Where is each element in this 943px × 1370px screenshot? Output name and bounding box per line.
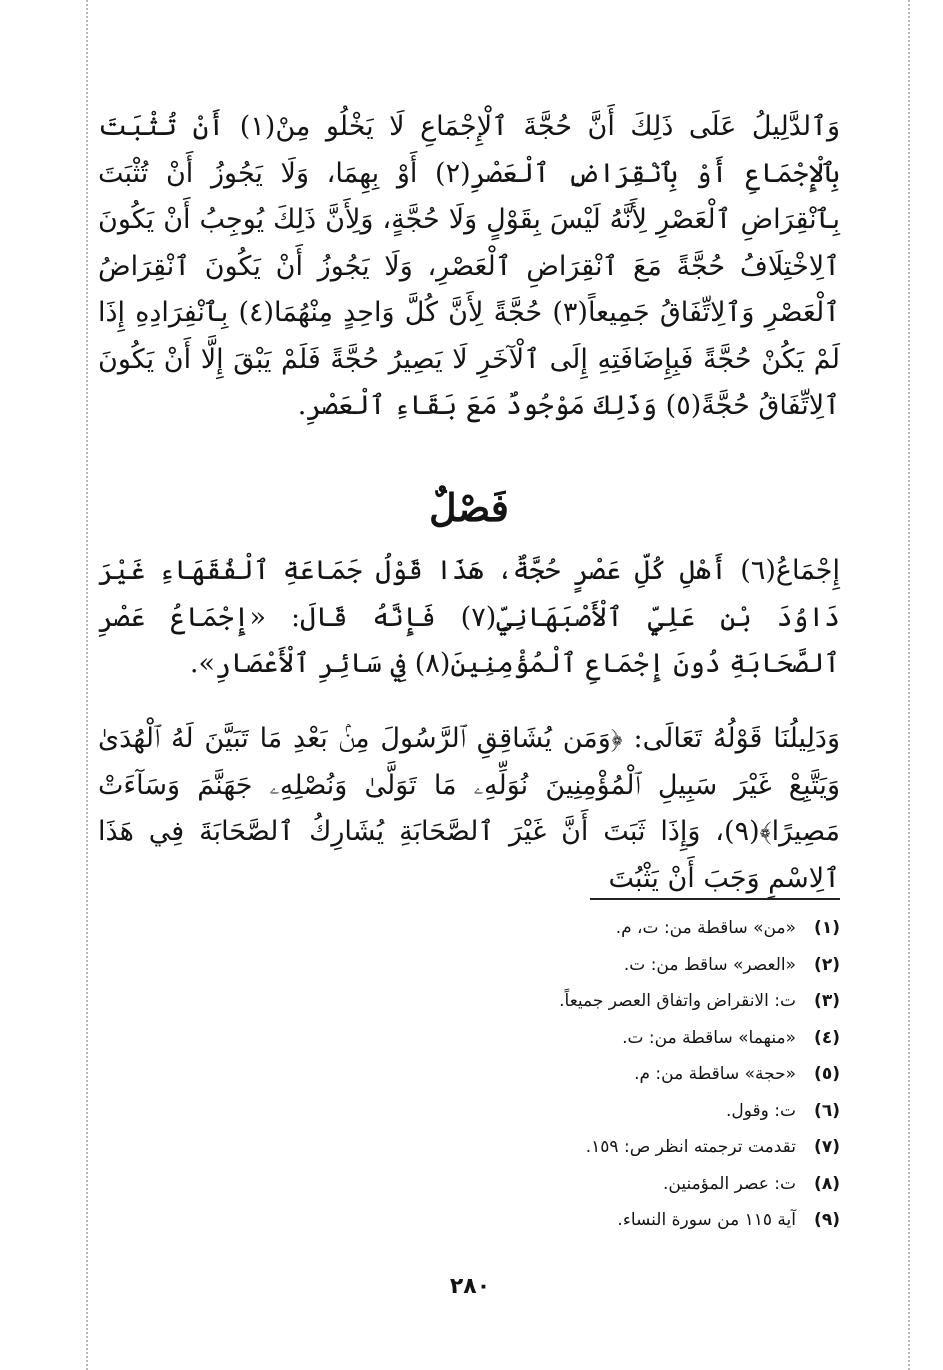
footnote-number: (٣) [814,991,840,1011]
body-paragraph-2: إِجْمَاعُ(٦) أَهْلِ كُلِّ عَصْرٍ حُجَّةٌ، هَذَا قَوْلُ جَمَاعَةِ ٱلْفُقَهَاءِ غَيْرَ دَاوُدَ بْنِ عَلِيٍّ ٱلْأَصْبَهَانِيِّ(٧) فَإِنَّهُ قَالَ: «إِجْمَاعُ عَصْرِ ٱلصَّحَابَةِ دُونَ إِجْمَاعِ ٱلْمُؤْمِنِينَ(٨) فِي سَائِرِ ٱلْأَعْصَارِ». [98,555,840,679]
body-paragraph-3: وَدَلِيلُنَا قَوْلُهُ تَعَالَى: ﴿وَمَن يُشَاقِقِ ٱلرَّسُولَ مِنۢ بَعْدِ مَا تَبَيَّنَ لَهُ ٱلْهُدَىٰ وَيَتَّبِعْ غَيْرَ سَبِيلِ ٱلْمُؤْمِنِينَ نُوَلِّهِۦ مَا تَوَلَّىٰ وَنُصْلِهِۦ جَهَنَّمَ وَسَآءَتْ مَصِيرًا﴾(٩)، وَإِذَا ثَبَتَ أَنَّ غَيْرَ ٱلصَّحَابَةِ يُشَارِكُ ٱلصَّحَابَةَ فِي هَذَا ٱلِاسْمِ وَجَبَ أَنْ يَثْبُتَ [98,723,840,894]
footnote-number: (٥) [814,1064,840,1084]
section-heading: فَصْلٌ [429,485,509,530]
footnote-number: (٦) [814,1100,840,1121]
footnote-item [480,1020,840,1057]
footnote-text: ت: الانقراض واتفاق العصر جميعاً. [559,991,796,1011]
footnote-text: ت: عصر المؤمنين. [662,1173,796,1194]
body-paragraph-1: وَٱلدَّلِيلُ عَلَى ذَلِكَ أَنَّ حُجَّةَ ٱلْإِجْمَاعِ لَا يَخْلُو مِنْ(١) أَنْ تُثْبَتَ بِٱلْإِجْمَاعِ أَوْ بِٱنْقِرَاضِ ٱلْعَصْرِ(٢) أَوْ بِهِمَا، وَلَا يَجُوزُ أَنْ تُثْبَتَ بِٱنْقِرَاضِ ٱلْعَصْرِ لِأَنَّهُ لَيْسَ بِقَوْلٍ وَلَا حُجَّةٍ، وَلِأَنَّ ذَلِكَ يُوجِبُ أَنْ يَكُونَ ٱلِاخْتِلَافُ حُجَّةً مَعَ ٱنْقِرَاضِ ٱلْعَصْرِ، وَلَا يَجُوزُ أَنْ يَكُونَ ٱنْقِرَاضُ ٱلْعَصْرِ وَٱلِاتِّفَاقُ جَمِيعاً(٣) حُجَّةً لِأَنَّ كُلَّ وَاحِدٍ مِنْهُمَا(٤) بِٱنْفِرَادِهِ إِذَا لَمْ يَكُنْ حُجَّةً فَبِإِضَافَتِهِ إِلَى ٱلْآخَرِ لَا يَصِيرُ حُجَّةً فَلَمْ يَبْقَ إِلَّا أَنْ يَكُونَ ٱلِاتِّفَاقُ حُجَّةً(٥) وَذَلِكَ مَوْجُودٌ مَعَ بَقَاءِ ٱلْعَصْرِ. [98,111,840,421]
footnote-text: «حجة» ساقطة من: م. [634,1064,796,1084]
page-edge-left [86,0,88,1370]
footnote-text: «العصر» ساقط من: ت. [623,954,796,975]
footnote-item [480,1202,840,1239]
footnote-number: (١) [814,918,840,938]
footnote-number: (٩) [814,1210,840,1230]
footnote-item [480,947,840,984]
page-number: ٢٨٠ [449,1274,491,1299]
footnote-number: (٨) [814,1173,840,1194]
footnote-number: (٢) [814,954,840,975]
footnote-item [480,983,840,1020]
footnote-list [480,910,840,1239]
footnote-item [480,1093,840,1130]
footnote-text: «من» ساقطة من: ت، م. [615,918,796,938]
footnote-separator [590,898,840,900]
footnote-text: «منهما» ساقطة من: ت. [622,1027,796,1048]
footnote-item [480,1166,840,1203]
footnote-number: (٤) [814,1027,840,1048]
footnote-text: ت: وقول. [725,1100,796,1121]
footnote-number: (٧) [814,1137,840,1157]
footnote-text: تقدمت ترجمته انظر ص: ١٥٩. [585,1137,796,1157]
footnote-item [480,910,840,947]
page-edge-right [908,0,910,1370]
footnote-item [480,1129,840,1166]
footnote-text: آية ١١٥ من سورة النساء. [617,1210,796,1230]
footnote-item [480,1056,840,1093]
